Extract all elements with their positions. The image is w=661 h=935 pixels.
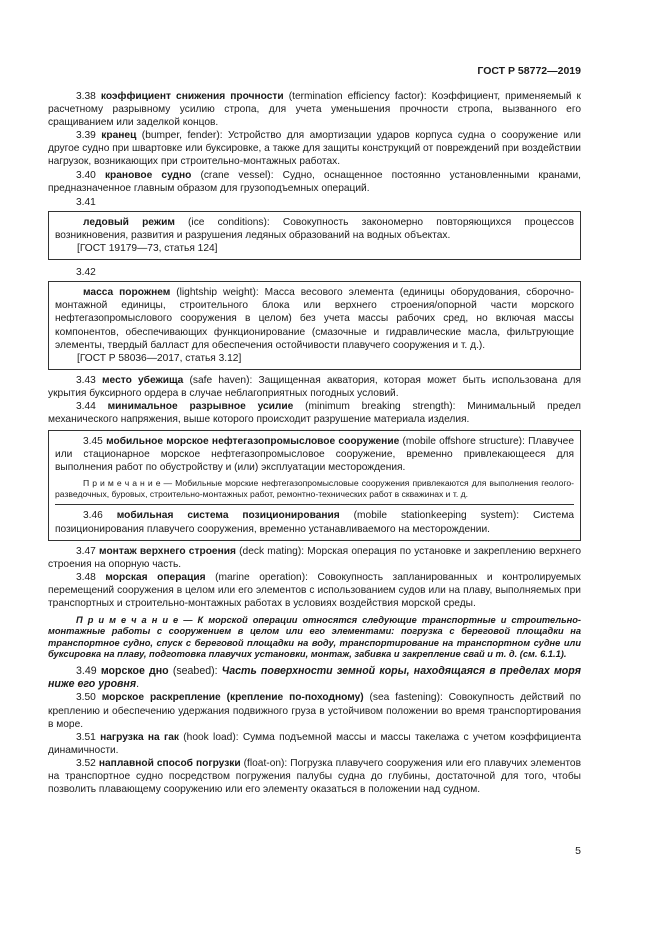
entry-3-52 bbox=[48, 757, 581, 796]
entry-3-39 bbox=[48, 129, 581, 168]
entry-3-46 bbox=[55, 509, 574, 535]
entry-definition: (termination efficiency factor): Коэффициент, применяемый к расчетному разрывному усилию стропа, для учета уменьшения прочности стропа, вызванного его сращиванием или заделкой концов. bbox=[48, 91, 581, 129]
entry-note bbox=[48, 615, 581, 660]
entry-3-44 bbox=[48, 400, 581, 426]
entry-definition: (marine operation): Совокупность запланированных и контролируемых перемещений сооружения в целом или его элементов с использованием судов или на плаву, выполняемых при транспортных и строительно-монтажных работах в условиях воздействия морской среды. bbox=[48, 571, 581, 609]
entry-term: нагрузка на гак bbox=[100, 731, 180, 743]
entry-number: 3.48 bbox=[76, 571, 96, 583]
entry-definition: (safe haven): Защищенная акватория, которая может быть использована для укрытия буксирного ордера в случае неблагоприятных погодных условий. bbox=[48, 374, 581, 399]
entry-definition: (sea fastening): Совокупность действий по креплению и обеспечению удержания подвижного груза в устойчивом положении во время транспортирования в море. bbox=[48, 692, 581, 730]
entry-term: коэффициент снижения прочности bbox=[100, 91, 284, 102]
entry-3-40 bbox=[48, 169, 581, 195]
entry-number: 3.51 bbox=[76, 731, 96, 743]
note-text: — К морской операции относятся следующие транспортные и строительно-монтажные работы с сооружением в целом или его элементами: погрузка с береговой площадки на транспортное судно, спуск с береговой площадки на воду, транспортирование на транспортном судне или буксировка на плаву, подготовка плавучих установки, монтаж, забивка и закрепление свай и т. д. (см. 6.1.1). bbox=[48, 615, 581, 659]
entry-3-43 bbox=[48, 374, 581, 400]
entry-number-3-41: 3.41 bbox=[76, 196, 96, 208]
entry-term: морское раскрепление (крепление по-походному) bbox=[101, 692, 364, 704]
document-body bbox=[48, 90, 581, 796]
entry-3-49 bbox=[48, 665, 581, 691]
entry-number: 3.38 bbox=[76, 91, 96, 102]
entry-term: кранец bbox=[101, 130, 137, 142]
source-reference: [ГОСТ 19179—73, статья 124] bbox=[77, 243, 218, 255]
page-number: 5 bbox=[575, 845, 581, 857]
entry-definition: (mobile offshore structure): Плавучее или стационарное морское нефтегазопромысловое сооружение, временно привлекающееся для выполнения работ по обустройству и (или) эксплуатации месторождения. bbox=[55, 436, 575, 474]
document-header: ГОСТ Р 58772—2019 bbox=[477, 65, 581, 77]
entry-number: 3.40 bbox=[76, 169, 96, 181]
entry-number: 3.45 bbox=[83, 436, 103, 448]
entry-term: монтаж верхнего строения bbox=[99, 545, 236, 557]
entry-number: 3.52 bbox=[76, 757, 96, 769]
entry-term: минимальное разрывное усилие bbox=[107, 400, 294, 412]
entry-number: 3.50 bbox=[76, 692, 96, 704]
entry-term: мобильная система позиционирования bbox=[116, 510, 340, 522]
entry-note bbox=[55, 478, 574, 500]
entry-3-50 bbox=[48, 691, 581, 730]
entry-term: масса порожнем bbox=[83, 287, 171, 299]
entry-number: 3.44 bbox=[76, 400, 96, 412]
entry-definition: (mobile stationkeeping system): Система позиционирования плавучего сооружения, временно устанавливаемого на месторождении. bbox=[55, 510, 574, 535]
entry-number: 3.49 bbox=[76, 665, 97, 678]
entry-term: мобильное морское нефтегазопромысловое сооружение bbox=[106, 436, 400, 448]
entry-term: морская операция bbox=[105, 571, 206, 583]
entry-definition: Часть поверхности земной коры, находящаяся в пределах моря ниже его уровня bbox=[48, 665, 581, 691]
entry-number: 3.39 bbox=[76, 130, 96, 142]
entry-definition: (lightship weight): Масса весового элемента (единицы оборудования, сборочно-монтажной единицы, строительного блока или верхнего строения/опорной части морского нефтегазопромыслового сооружения в целом) без учета массы рабочих сред, но включая массы компонентов, обеспечивающих функционирование (смазочные и гидравлические масла, фильтрующие элементы, твердый балласт для обеспечения остойчивости плавучего сооружения и т. д.). bbox=[55, 287, 575, 351]
entry-definition: (ice conditions): Совокупность закономерно повторяющихся процессов возникновения, развития и разрушения ледяных образований на водных объектах. bbox=[55, 216, 574, 241]
entry-definition: (crane vessel): Судно, оснащенное постоянно установленными кранами, предназначенное главным образом для грузоподъемных операций. bbox=[48, 169, 581, 194]
entry-definition-prefix: (seabed): bbox=[168, 665, 222, 678]
entry-3-38 bbox=[48, 90, 581, 129]
boxed-entries-3-45-3-46 bbox=[48, 430, 581, 540]
entry-definition-end: . bbox=[136, 678, 140, 691]
entry-term: крановое судно bbox=[104, 169, 192, 181]
entry-number: 3.43 bbox=[76, 374, 96, 386]
entry-term: наплавной способ погрузки bbox=[98, 757, 241, 769]
entry-number-3-42: 3.42 bbox=[76, 267, 96, 279]
entry-definition: (hook load): Сумма подъемной массы и массы такелажа с учетом коэффициента динамичности. bbox=[48, 731, 581, 756]
entry-definition: (deck mating): Морская операция по установке и закреплению верхнего строения на опорную часть. bbox=[48, 545, 581, 570]
entry-definition: (bumper, fender): Устройство для амортизации ударов корпуса судна о сооружение или другое судно при швартовке или буксировке, а также для защиты конструкций от повреждений при воздействии нагрузок, возникающих при строительно-монтажных работах. bbox=[48, 130, 581, 168]
entry-3-48 bbox=[48, 571, 581, 610]
entry-number: 3.46 bbox=[83, 510, 103, 522]
box-divider bbox=[55, 504, 574, 505]
entry-3-47 bbox=[48, 545, 581, 571]
source-reference: [ГОСТ Р 58036—2017, статья 3.12] bbox=[77, 352, 242, 364]
entry-3-51 bbox=[48, 731, 581, 757]
note-label: П р и м е ч а н и е bbox=[76, 615, 179, 626]
entry-3-45 bbox=[55, 435, 574, 474]
entry-number: 3.47 bbox=[76, 545, 96, 557]
entry-definition: (minimum breaking strength): Минимальный предел механического напряжения, выше которого происходит разрушение материала изделия. bbox=[48, 400, 581, 426]
entry-term: место убежища bbox=[102, 374, 184, 386]
entry-definition: (float-on): Погрузка плавучего сооружения или его плавучих элементов на транспортное судно посредством погружения палубы судна до глубины, достаточной для того, чтобы позволить плавающему сооружению или его элементу оказаться в положении над судном. bbox=[48, 757, 581, 796]
boxed-entry-3-41 bbox=[48, 211, 581, 260]
entry-term: ледовый режим bbox=[83, 216, 175, 228]
note-label: П р и м е ч а н и е bbox=[83, 478, 161, 489]
boxed-entry-3-42 bbox=[48, 281, 581, 370]
note-text: — Мобильные морские нефтегазопромысловые сооружения привлекаются для выполнения геолого-разведочных, буровых, строительно-монтажных работ, ремонтно-технических работ в скважинах и т. д. bbox=[55, 478, 574, 500]
entry-term: морское дно bbox=[100, 665, 169, 678]
